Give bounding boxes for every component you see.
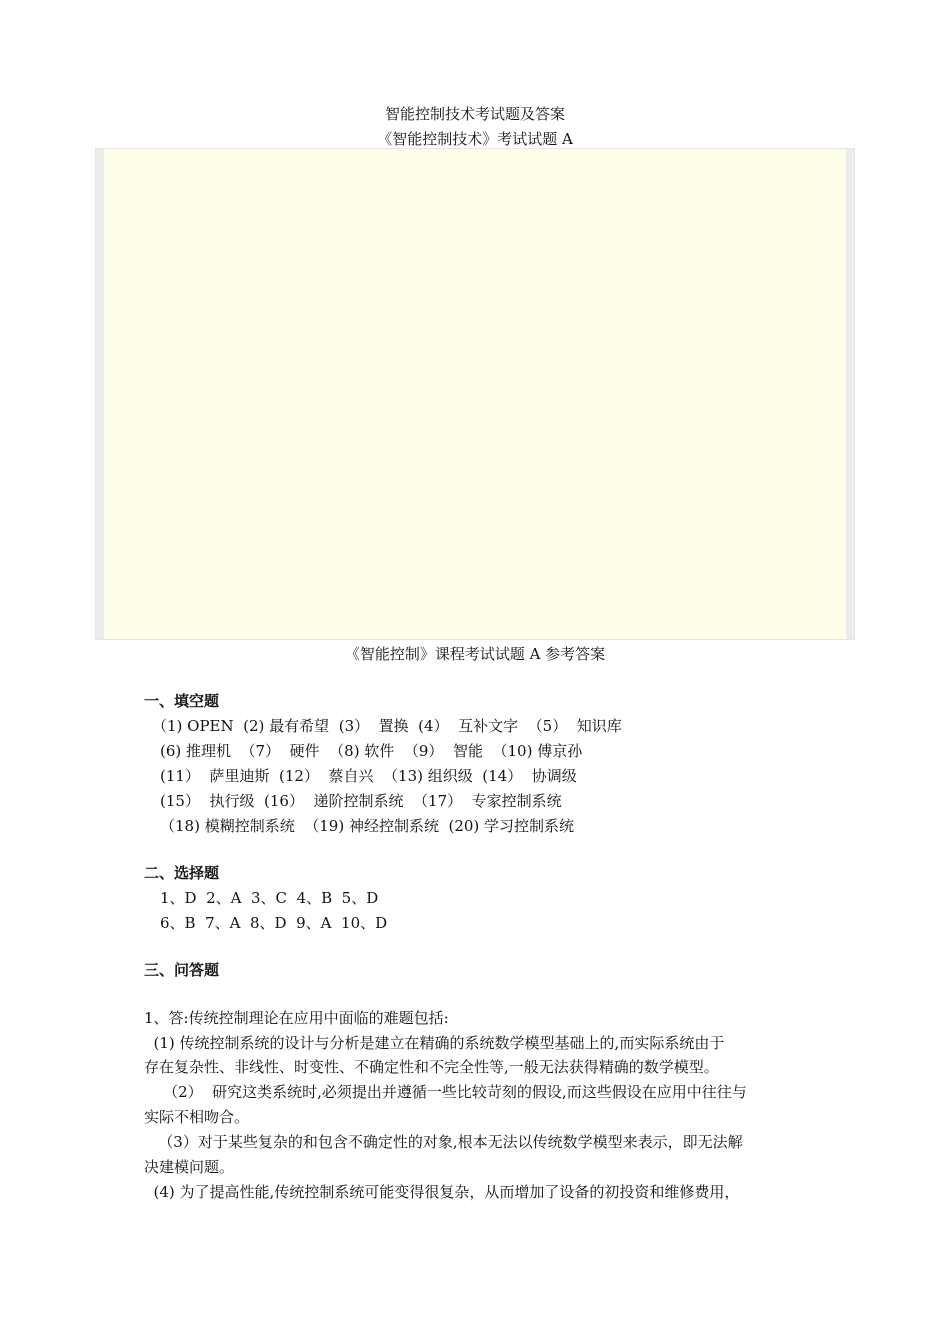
document-title: 智能控制技术考试题及答案 — [384, 105, 565, 123]
answer-key-title: 《智能控制》课程考试试题 A 参考答案 — [344, 645, 606, 663]
fill-in-answer-line-1: （1) OPEN (2) 最有希望 (3） 置换 (4） 互补文字 （5） 知识库 — [152, 717, 622, 735]
qa-answer-line-6: （3）对于某些复杂的和包含不确定性的对象,根本无法以传统数学模型来表示，即无法解 — [144, 1133, 743, 1151]
choice-answer-line-2: 6、B 7、A 8、D 9、A 10、D — [160, 914, 388, 932]
qa-answer-line-5: 实际不相吻合。 — [144, 1108, 250, 1126]
qa-answer-line-4: （2） 研究这类系统时,必须提出并遵循一些比较苛刻的假设,而这些假设在应用中往往与 — [144, 1083, 747, 1101]
frame-right-border — [846, 149, 854, 639]
section-fill-in-heading: 一、填空题 — [144, 692, 220, 710]
fill-in-answer-line-4: (15） 执行级 (16） 递阶控制系统 （17） 专家控制系统 — [160, 792, 562, 810]
qa-answer-line-8: (4) 为了提高性能,传统控制系统可能变得很复杂，从而增加了设备的初投资和维修费用， — [144, 1183, 740, 1201]
fill-in-answer-line-2: (6) 推理机 （7） 硬件 （8) 软件 （9） 智能 （10) 傅京孙 — [160, 742, 583, 760]
frame-left-border — [96, 149, 104, 639]
fill-in-answer-line-3: (11） 萨里迪斯 (12） 蔡自兴 （13) 组织级 (14） 协调级 — [160, 767, 577, 785]
choice-answer-line-1: 1、D 2、A 3、C 4、B 5、D — [160, 889, 379, 907]
section-choice-heading: 二、选择题 — [144, 864, 220, 882]
qa-answer-line-1: 1、答:传统控制理论在应用中面临的难题包括: — [144, 1009, 449, 1027]
embedded-content-frame — [95, 148, 855, 640]
qa-answer-line-2: (1) 传统控制系统的设计与分析是建立在精确的系统数学模型基础上的,而实际系统由于 — [144, 1034, 725, 1052]
qa-answer-line-7: 决建模问题。 — [144, 1158, 235, 1176]
section-qa-heading: 三、问答题 — [144, 961, 220, 979]
fill-in-answer-line-5: （18) 模糊控制系统 （19) 神经控制系统 (20) 学习控制系统 — [160, 817, 575, 835]
qa-answer-line-3: 存在复杂性、非线性、时变性、不确定性和不完全性等,一般无法获得精确的数学模型。 — [144, 1058, 719, 1076]
exam-subtitle: 《智能控制技术》考试试题 A — [377, 130, 573, 148]
